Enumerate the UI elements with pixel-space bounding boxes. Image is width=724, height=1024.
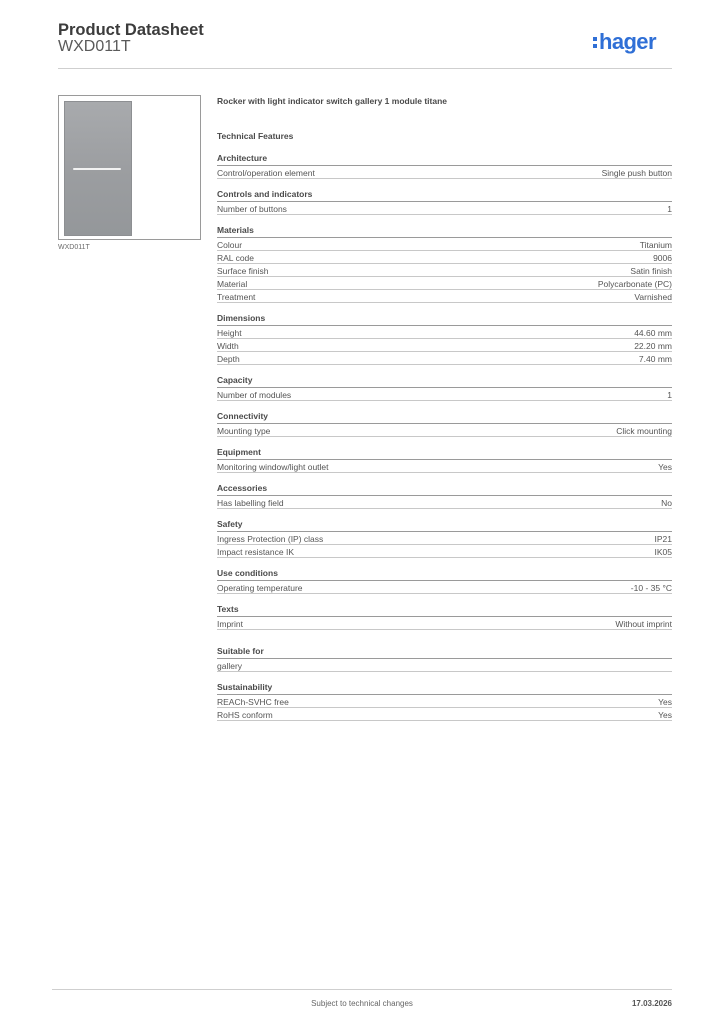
footer-note: Subject to technical changes — [311, 999, 413, 1008]
spec-label: Impact resistance IK — [217, 547, 295, 557]
spec-sections — [217, 153, 672, 721]
spec-label: REACh-SVHC free — [217, 697, 289, 707]
header-divider — [58, 68, 672, 69]
spec-label: RoHS conform — [217, 710, 273, 720]
spec-row — [217, 290, 672, 303]
spec-value: 44.60 mm — [634, 328, 672, 338]
spec-row — [217, 264, 672, 277]
spec-row — [217, 532, 672, 545]
spec-row — [217, 238, 672, 251]
spec-section — [217, 483, 672, 509]
spec-row — [217, 581, 672, 594]
section-title: Accessories — [217, 483, 672, 496]
spec-value: Without imprint — [615, 619, 672, 629]
spec-label: gallery — [217, 661, 243, 671]
spec-value: Varnished — [634, 292, 672, 302]
spec-value: Satin finish — [630, 266, 672, 276]
spec-row — [217, 326, 672, 339]
datasheet-content — [217, 96, 672, 731]
hager-logo — [592, 28, 672, 56]
spec-row — [217, 617, 672, 630]
section-title: Safety — [217, 519, 672, 532]
product-image-frame — [58, 95, 201, 240]
spec-label: Treatment — [217, 292, 256, 302]
spec-label: Width — [217, 341, 239, 351]
rocker-switch-image — [64, 101, 132, 236]
product-image-caption: WXD011T — [58, 244, 90, 251]
spec-label: Height — [217, 328, 242, 338]
spec-value: Polycarbonate (PC) — [597, 279, 672, 289]
spec-row — [217, 460, 672, 473]
spec-section — [217, 568, 672, 594]
section-title: Texts — [217, 604, 672, 617]
spec-value: IK05 — [654, 547, 672, 557]
spec-label: Depth — [217, 354, 240, 364]
spec-section — [217, 411, 672, 437]
spec-row — [217, 496, 672, 509]
footer-date: 17.03.2026 — [631, 999, 672, 1008]
logo-dot-bottom — [593, 44, 597, 48]
spec-value: IP21 — [654, 534, 672, 544]
section-title: Controls and indicators — [217, 189, 672, 202]
spec-row — [217, 339, 672, 352]
spec-section — [217, 375, 672, 401]
section-title: Capacity — [217, 375, 672, 388]
spec-value: 7.40 mm — [638, 354, 672, 364]
spec-label: Number of modules — [217, 390, 292, 400]
spec-value: 1 — [667, 390, 672, 400]
spec-row — [217, 424, 672, 437]
section-title: Materials — [217, 225, 672, 238]
spec-section — [217, 682, 672, 721]
spec-label: Operating temperature — [217, 583, 303, 593]
spec-section — [217, 225, 672, 303]
spec-row — [217, 166, 672, 179]
spec-label: Ingress Protection (IP) class — [217, 534, 324, 544]
spec-label: Imprint — [217, 619, 243, 629]
section-title: Dimensions — [217, 313, 672, 326]
spec-row — [217, 202, 672, 215]
spec-row — [217, 388, 672, 401]
section-title: Equipment — [217, 447, 672, 460]
section-title: Architecture — [217, 153, 672, 166]
spec-label: Colour — [217, 240, 243, 250]
spec-label: Surface finish — [217, 266, 269, 276]
section-title: Sustainability — [217, 682, 672, 695]
spec-row — [217, 251, 672, 264]
spec-section — [217, 604, 672, 630]
spec-row — [217, 277, 672, 290]
spec-section — [217, 447, 672, 473]
spec-value: Titanium — [639, 240, 672, 250]
spec-label: Control/operation element — [217, 168, 315, 178]
spec-row — [217, 545, 672, 558]
spec-section — [217, 519, 672, 558]
page-title: Product Datasheet — [58, 21, 204, 39]
logo-wordmark: hager — [599, 29, 656, 54]
spec-value: 9006 — [653, 253, 672, 263]
product-code: WXD011T — [58, 38, 131, 55]
spec-label: Mounting type — [217, 426, 271, 436]
footer-divider — [52, 989, 672, 990]
spec-label: Monitoring window/light outlet — [217, 462, 329, 472]
spec-section — [217, 646, 672, 672]
light-indicator-strip — [73, 168, 121, 170]
spec-row — [217, 352, 672, 365]
spec-section — [217, 189, 672, 215]
spec-value: 22.20 mm — [634, 341, 672, 351]
spec-value: Yes — [658, 462, 672, 472]
spec-label: Has labelling field — [217, 498, 284, 508]
spec-value: Single push button — [601, 168, 672, 178]
spec-row — [217, 659, 672, 672]
spec-value: Click mounting — [616, 426, 672, 436]
spec-section — [217, 313, 672, 365]
section-title: Suitable for — [217, 646, 672, 659]
spec-value: -10 - 35 °C — [630, 583, 672, 593]
spec-value: No — [661, 498, 672, 508]
spec-row — [217, 695, 672, 708]
spec-value: Yes — [658, 697, 672, 707]
spec-row — [217, 708, 672, 721]
section-title: Connectivity — [217, 411, 672, 424]
spec-value: Yes — [658, 710, 672, 720]
spec-value: 1 — [667, 204, 672, 214]
spec-label: RAL code — [217, 253, 255, 263]
logo-dot-top — [593, 37, 597, 41]
product-description: Rocker with light indicator switch gallery 1 module titane — [217, 96, 448, 106]
spec-label: Number of buttons — [217, 204, 287, 214]
spec-label: Material — [217, 279, 248, 289]
technical-features-title: Technical Features — [217, 131, 294, 141]
section-title: Use conditions — [217, 568, 672, 581]
spec-section — [217, 153, 672, 179]
